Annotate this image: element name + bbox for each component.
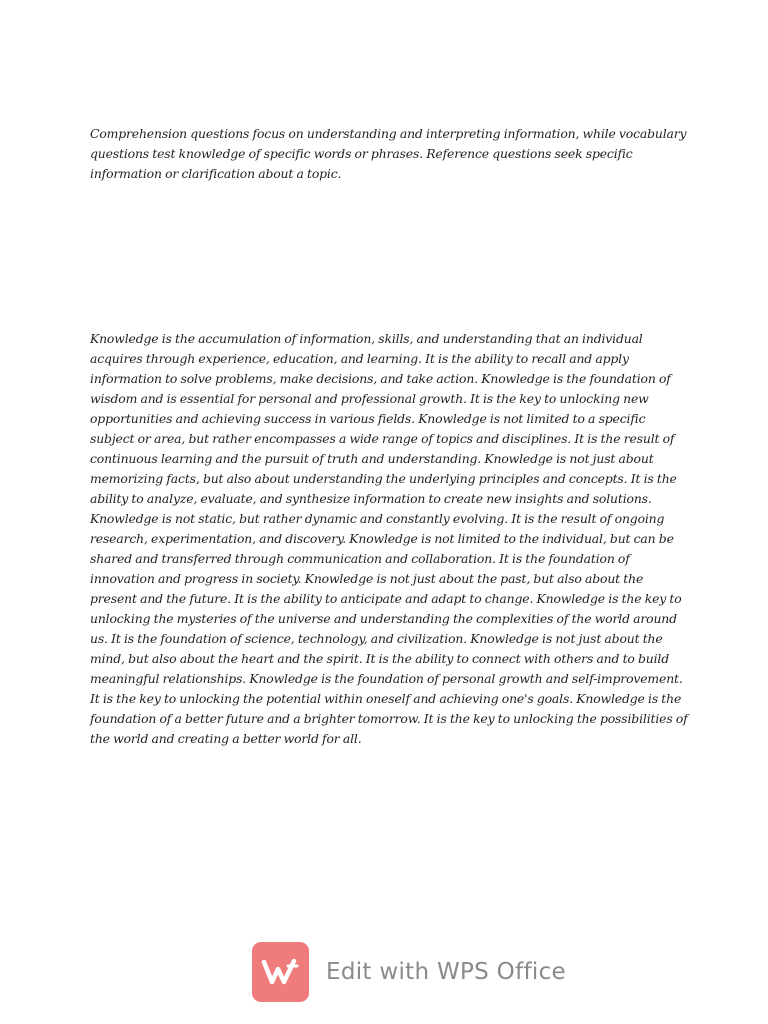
wps-logo-icon xyxy=(252,942,309,1002)
knowledge-paragraph: Knowledge is the accumulation of information, skills, and understanding that an individual acquires through experience, education, and learning. It is the ability to recall and apply information to solve problems, make decisions, and take action. Knowledge is the foundation of wisdom and is essential for personal and professional growth. It is the key to unlocking new opportunities and achieving success in various fields. Knowledge is not limited to a specific subject or area, but rather encompasses a wide range of topics and disciplines. It is the result of continuous learning and the pursuit of truth and understanding. Knowledge is not just about memorizing facts, but also about understanding the underlying principles and concepts. It is the ability to analyze, evaluate, and synthesize information to create new insights and solutions. Knowledge is not static, but rather dynamic and constantly evolving. It is the result of ongoing research, experimentation, and discovery. Knowledge is not limited to the individual, but can be shared and transferred through communication and collaboration. It is the foundation of innovation and progress in society. Knowledge is not just about the past, but also about the present and the future. It is the ability to anticipate and adapt to change. Knowledge is the key to unlocking the mysteries of the universe and understanding the complexities of the world around us. It is the foundation of science, technology, and civilization. Knowledge is not just about the mind, but also about the heart and the spirit. It is the ability to connect with others and to build meaningful relationships. Knowledge is the foundation of personal growth and self-improvement. It is the key to unlocking the potential within oneself and achieving one's goals. Knowledge is the foundation of a better future and a brighter tomorrow. It is the key to unlocking the possibilities of the world and creating a better world for all. xyxy=(90,331,688,746)
intro-paragraph: Comprehension questions focus on understanding and interpreting information, while vocabulary questions test knowledge of specific words or phrases. Reference questions seek specific information or clarification about a topic. xyxy=(90,126,687,181)
wps-watermark[interactable] xyxy=(252,941,566,1003)
wps-watermark-label[interactable]: Edit with WPS Office xyxy=(326,959,566,985)
